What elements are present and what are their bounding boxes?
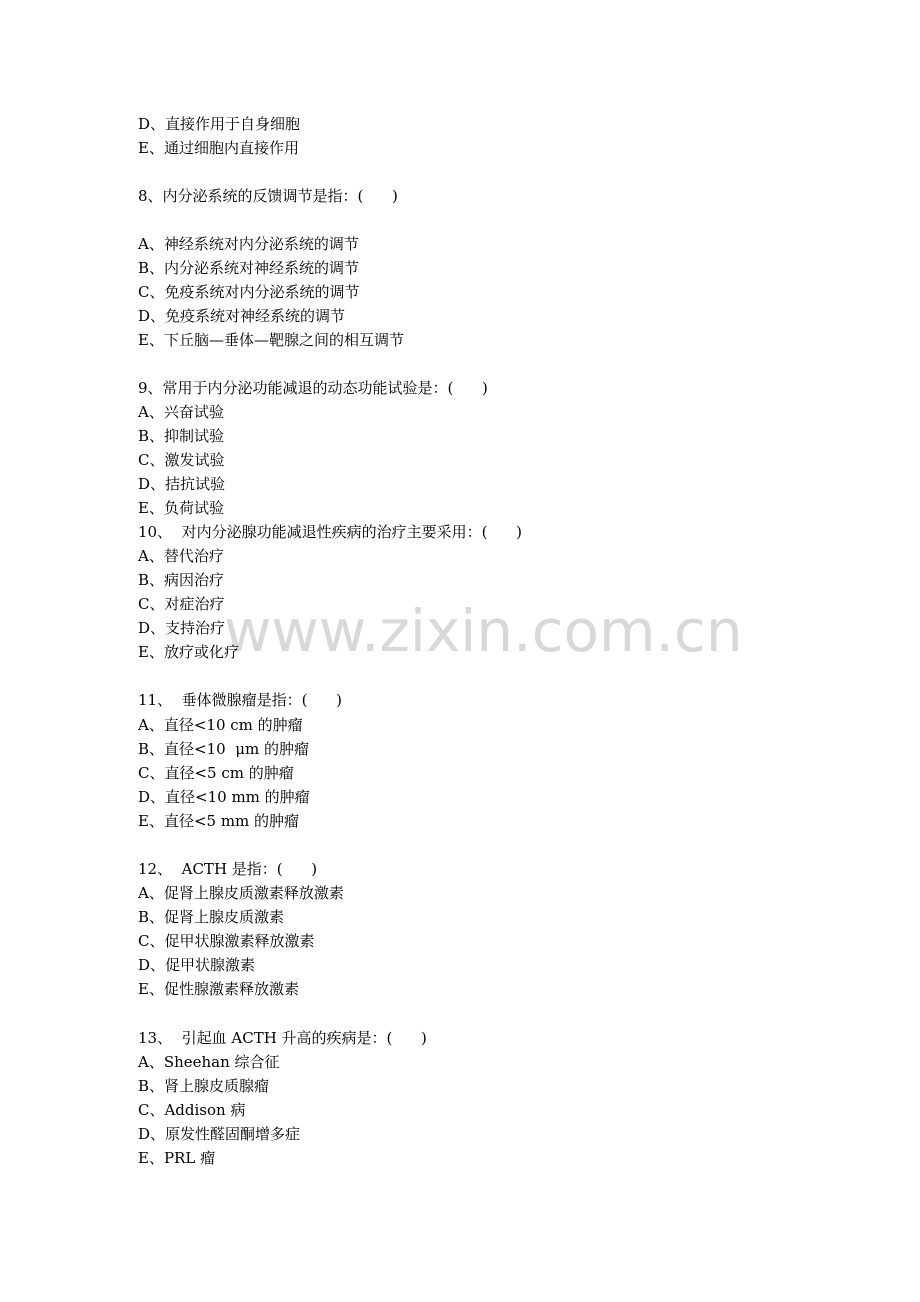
- q7-option-e: E、通过细胞内直接作用: [138, 139, 299, 157]
- q10-option-b: B、病因治疗: [138, 571, 225, 589]
- q12-option-c: C、促甲状腺激素释放激素: [138, 932, 315, 950]
- q7-option-d: D、直接作用于自身细胞: [138, 115, 301, 133]
- question-12: 12、 ACTH 是指：( ): [138, 860, 318, 878]
- question-9: 9、常用于内分泌功能减退的动态功能试验是：( ): [138, 379, 488, 397]
- q10-option-c: C、对症治疗: [138, 595, 225, 613]
- q13-option-a: A、Sheehan 综合征: [138, 1053, 280, 1071]
- q12-option-b: B、促肾上腺皮质激素: [138, 908, 285, 926]
- question-11: 11、 垂体微腺瘤是指：( ): [138, 691, 342, 709]
- question-13: 13、 引起血 ACTH 升高的疾病是：( ): [138, 1029, 427, 1047]
- q12-option-d: D、促甲状腺激素: [138, 956, 256, 974]
- q13-option-c: C、Addison 病: [138, 1101, 246, 1119]
- q12-option-e: E、促性腺激素释放激素: [138, 980, 299, 998]
- q13-option-b: B、肾上腺皮质腺瘤: [138, 1077, 270, 1095]
- question-10: 10、 对内分泌腺功能减退性疾病的治疗主要采用：( ): [138, 523, 522, 541]
- q13-option-d: D、原发性醛固酮增多症: [138, 1125, 301, 1143]
- q8-option-a: A、神经系统对内分泌系统的调节: [138, 235, 359, 253]
- q10-option-d: D、支持治疗: [138, 619, 226, 637]
- q12-option-a: A、促肾上腺皮质激素释放激素: [138, 884, 344, 902]
- q9-option-d: D、拮抗试验: [138, 475, 226, 493]
- q10-option-a: A、替代治疗: [138, 547, 224, 565]
- q9-option-b: B、抑制试验: [138, 427, 225, 445]
- q11-option-a: A、直径<10 cm 的肿瘤: [138, 716, 303, 734]
- q13-option-e: E、PRL 瘤: [138, 1149, 216, 1167]
- question-8: 8、内分泌系统的反馈调节是指：( ): [138, 187, 398, 205]
- q11-option-b: B、直径<10 μm 的肿瘤: [138, 740, 309, 758]
- q8-option-c: C、免疫系统对内分泌系统的调节: [138, 283, 360, 301]
- q10-option-e: E、放疗或化疗: [138, 643, 239, 661]
- q9-option-c: C、激发试验: [138, 451, 225, 469]
- q11-option-e: E、直径<5 mm 的肿瘤: [138, 812, 300, 830]
- watermark: www.zixin.com.cn: [224, 597, 743, 665]
- q9-option-a: A、兴奋试验: [138, 403, 224, 421]
- q9-option-e: E、负荷试验: [138, 499, 224, 517]
- q11-option-d: D、直径<10 mm 的肿瘤: [138, 788, 310, 806]
- q11-option-c: C、直径<5 cm 的肿瘤: [138, 764, 294, 782]
- q8-option-d: D、免疫系统对神经系统的调节: [138, 307, 346, 325]
- q8-option-b: B、内分泌系统对神经系统的调节: [138, 259, 360, 277]
- q8-option-e: E、下丘脑—垂体—靶腺之间的相互调节: [138, 331, 404, 349]
